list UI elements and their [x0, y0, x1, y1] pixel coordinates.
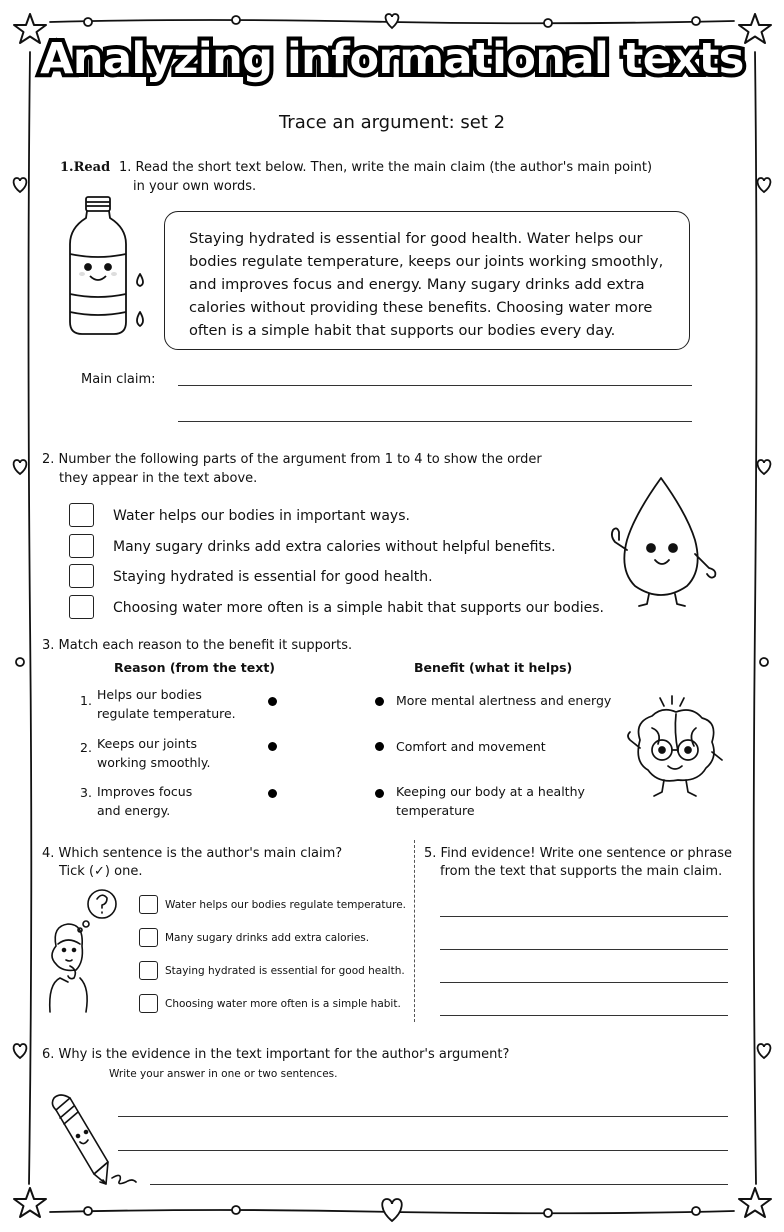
water-bottle-icon — [58, 194, 154, 344]
q3-reason-1-line2: regulate temperature. — [97, 706, 236, 721]
q3-benefit-1: More mental alertness and energy — [396, 693, 612, 708]
q3-reason-num-2: 2. — [80, 740, 92, 755]
passage-box: Staying hydrated is essential for good health. Water helps our bodies regulate temperature, keeps our joints working smoothly, and improves focus and energy. Many sugary drinks add extra calories without providing these benefits. Choosing water more often is a simple habit that supports our bodies every day. — [164, 211, 690, 350]
q4-option-2: Many sugary drinks add extra calories. — [165, 932, 370, 944]
q6-prompt: 6. Why is the evidence in the text important for the author's argument? — [42, 1047, 510, 1062]
thinking-girl-icon — [40, 884, 134, 1014]
pencil-icon — [48, 1092, 144, 1192]
q2-item-3: Staying hydrated is essential for good health. — [113, 569, 433, 585]
brain-icon — [622, 692, 732, 804]
q1-prompt-line2: in your own words. — [133, 179, 257, 194]
q3-reason-num-3: 3. — [80, 785, 92, 800]
q3-benefit-dot-3[interactable] — [375, 789, 384, 798]
q2-number-box-2[interactable] — [69, 534, 94, 558]
q3-reason-dot-3[interactable] — [268, 789, 277, 798]
q3-reason-num-1: 1. — [80, 693, 92, 708]
q5-answer-line-3[interactable] — [440, 982, 728, 983]
q3-benefit-2: Comfort and movement — [396, 739, 546, 754]
q5-answer-line-1[interactable] — [440, 916, 728, 917]
q3-benefit-3-line2: temperature — [396, 803, 475, 818]
q2-item-2: Many sugary drinks add extra calories without helpful benefits. — [113, 539, 556, 555]
q6-instruction: Write your answer in one or two sentences. — [109, 1068, 338, 1080]
q6-answer-line-3[interactable] — [150, 1184, 728, 1185]
q4-tick-box-2[interactable] — [139, 928, 158, 947]
q3-reason-dot-1[interactable] — [268, 697, 277, 706]
q3-benefit-dot-1[interactable] — [375, 697, 384, 706]
q1-tag: 1.Read — [60, 160, 111, 175]
q3-reason-3-line1: Improves focus — [97, 784, 193, 799]
q2-number-box-4[interactable] — [69, 595, 94, 619]
q4-option-4: Choosing water more often is a simple habit. — [165, 998, 401, 1010]
main-claim-line-2[interactable] — [178, 421, 692, 422]
q4-prompt-line2: Tick (✓) one. — [59, 864, 143, 879]
water-drop-icon — [605, 474, 729, 612]
column-divider — [414, 840, 415, 1022]
q2-number-box-3[interactable] — [69, 564, 94, 588]
q2-item-1: Water helps our bodies in important ways. — [113, 508, 410, 524]
q3-reason-dot-2[interactable] — [268, 742, 277, 751]
q2-item-4: Choosing water more often is a simple habit that supports our bodies. — [113, 600, 604, 616]
q5-answer-line-4[interactable] — [440, 1015, 728, 1016]
q3-prompt: 3. Match each reason to the benefit it supports. — [42, 638, 353, 653]
q3-reason-2-line2: working smoothly. — [97, 755, 211, 770]
q1-prompt-line1: 1. Read the short text below. Then, write the main claim (the author's main point) — [119, 160, 653, 175]
q4-tick-box-4[interactable] — [139, 994, 158, 1013]
q3-benefit-3-line1: Keeping our body at a healthy — [396, 784, 585, 799]
main-claim-label: Main claim: — [81, 372, 156, 387]
q5-answer-line-2[interactable] — [440, 949, 728, 950]
q3-reason-1-line1: Helps our bodies — [97, 687, 202, 702]
q2-prompt-line1: 2. Number the following parts of the argument from 1 to 4 to show the order — [42, 452, 542, 467]
main-claim-line-1[interactable] — [178, 385, 692, 386]
q4-tick-box-1[interactable] — [139, 895, 158, 914]
q3-reason-3-line2: and energy. — [97, 803, 171, 818]
q2-prompt-line2: they appear in the text above. — [59, 471, 258, 486]
q4-tick-box-3[interactable] — [139, 961, 158, 980]
q3-reason-2-line1: Keeps our joints — [97, 736, 197, 751]
q5-prompt-line1: 5. Find evidence! Write one sentence or phrase — [424, 846, 732, 861]
q5-prompt-line2: from the text that supports the main claim. — [440, 864, 723, 879]
q4-option-1: Water helps our bodies regulate temperature. — [165, 899, 407, 911]
page-title: Analyzing informational texts — [40, 34, 744, 84]
page-subtitle: Trace an argument: set 2 — [278, 112, 506, 133]
q6-answer-line-1[interactable] — [118, 1116, 728, 1117]
q3-reason-header: Reason (from the text) — [114, 660, 276, 675]
q6-answer-line-2[interactable] — [118, 1150, 728, 1151]
q4-prompt-line1: 4. Which sentence is the author's main claim? — [42, 846, 343, 861]
q3-benefit-header: Benefit (what it helps) — [414, 660, 573, 675]
q2-number-box-1[interactable] — [69, 503, 94, 527]
q4-option-3: Staying hydrated is essential for good health. — [165, 965, 405, 977]
q3-benefit-dot-2[interactable] — [375, 742, 384, 751]
